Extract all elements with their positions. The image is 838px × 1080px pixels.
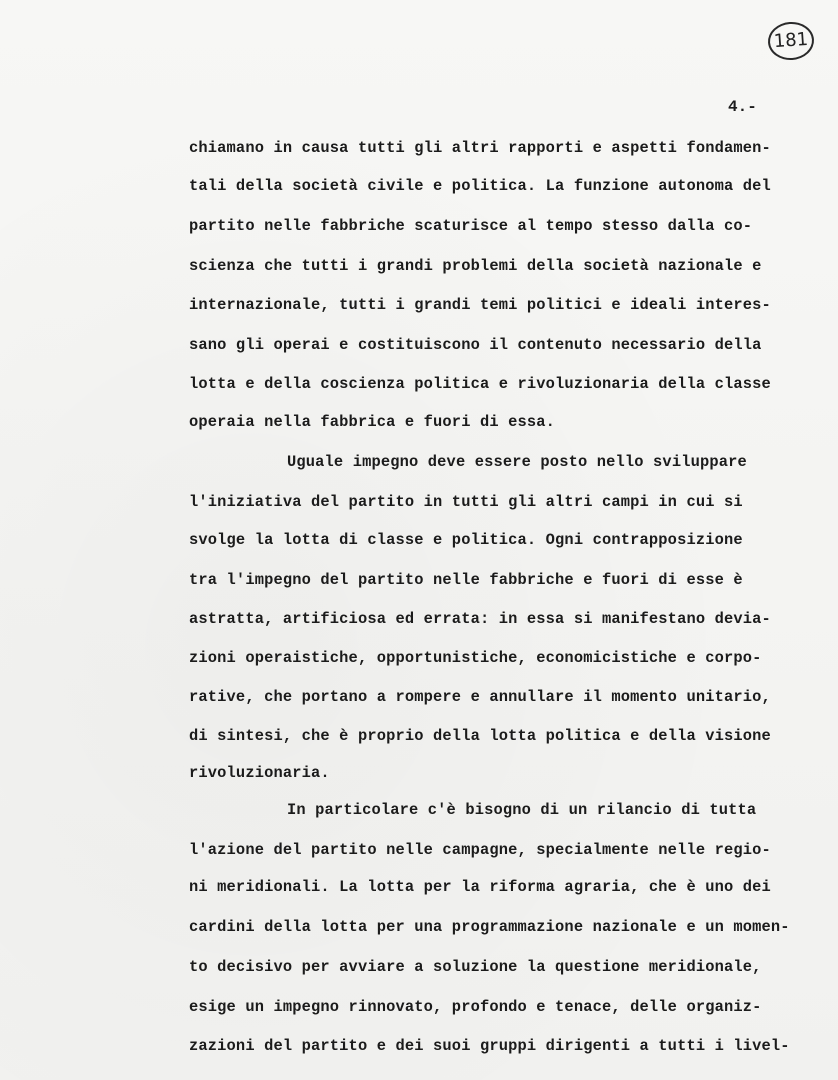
text-line: l'iniziativa del partito in tutti gli altri campi in cui si [189, 493, 743, 511]
text-line: chiamano in causa tutti gli altri rapporti e aspetti fondamen- [189, 139, 771, 157]
text-line: rivoluzionaria. [189, 764, 330, 782]
text-line: In particolare c'è bisogno di un rilancio di tutta [287, 801, 757, 819]
text-line: Uguale impegno deve essere posto nello sviluppare [287, 453, 747, 471]
text-line: sano gli operai e costituiscono il contenuto necessario della [189, 336, 762, 354]
text-line: zazioni del partito e dei suoi gruppi dirigenti a tutti i livel- [189, 1037, 790, 1055]
text-line: zioni operaistiche, opportunistiche, economicistiche e corpo- [189, 649, 762, 667]
page-number: 4.- [728, 98, 757, 116]
text-line: internazionale, tutti i grandi temi politici e ideali interes- [189, 296, 771, 314]
text-line: tra l'impegno del partito nelle fabbriche e fuori di esse è [189, 571, 743, 589]
archive-folio-stamp: 181 [767, 20, 816, 61]
text-line: partito nelle fabbriche scaturisce al tempo stesso dalla co- [189, 217, 753, 235]
text-line: esige un impegno rinnovato, profondo e tenace, delle organiz- [189, 998, 762, 1016]
text-line: astratta, artificiosa ed errata: in essa si manifestano devia- [189, 610, 771, 628]
text-line: di sintesi, che è proprio della lotta politica e della visione [189, 727, 771, 745]
text-line: l'azione del partito nelle campagne, specialmente nelle regio- [189, 841, 771, 859]
text-line: rative, che portano a rompere e annullare il momento unitario, [189, 688, 771, 706]
text-line: to decisivo per avviare a soluzione la questione meridionale, [189, 958, 762, 976]
text-line: cardini della lotta per una programmazione nazionale e un momen- [189, 918, 790, 936]
text-line: svolge la lotta di classe e politica. Ogni contrapposizione [189, 531, 743, 549]
text-line: operaia nella fabbrica e fuori di essa. [189, 413, 556, 431]
text-line: tali della società civile e politica. La funzione autonoma del [189, 177, 771, 195]
text-line: lotta e della coscienza politica e rivoluzionaria della classe [189, 375, 771, 393]
text-line: ni meridionali. La lotta per la riforma agraria, che è uno dei [189, 878, 771, 896]
text-line: scienza che tutti i grandi problemi della società nazionale e [189, 257, 762, 275]
